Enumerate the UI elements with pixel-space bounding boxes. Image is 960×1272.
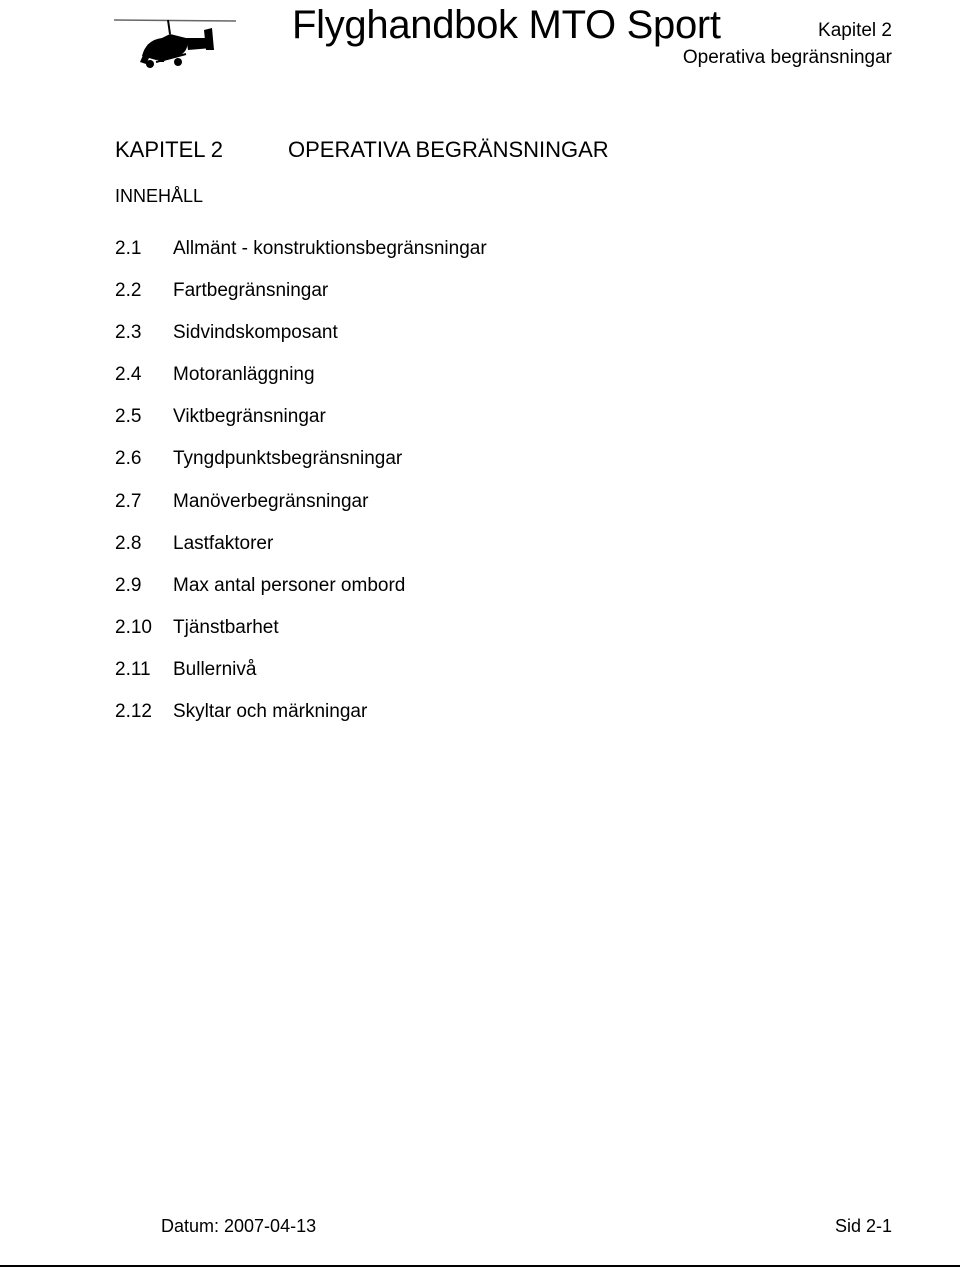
toc-item[interactable] <box>115 448 487 490</box>
toc-item-title: Viktbegränsningar <box>173 406 326 428</box>
chapter-subtitle: Operativa begränsningar <box>682 47 892 68</box>
toc-item-title: Sidvindskomposant <box>173 322 338 344</box>
toc-item-title: Allmänt - konstruktionsbegränsningar <box>173 238 487 259</box>
toc-item-number: 2.12 <box>115 701 152 723</box>
toc-item-title: Motoranläggning <box>173 364 315 386</box>
contents-label: INNEHÅLL <box>115 186 204 206</box>
chapter-label: Kapitel 2 <box>818 20 892 41</box>
toc-item-number: 2.6 <box>115 448 142 470</box>
toc-item[interactable] <box>115 617 487 659</box>
footer-divider <box>0 1265 960 1267</box>
toc-item[interactable] <box>115 238 487 280</box>
toc-item-number: 2.2 <box>115 280 142 302</box>
toc-item-title: Max antal personer ombord <box>173 574 406 596</box>
toc-item[interactable] <box>115 701 487 743</box>
toc-item-title: Lastfaktorer <box>173 532 274 554</box>
chapter-heading-title: OPERATIVA BEGRÄNSNINGAR <box>288 137 609 162</box>
toc-item-number: 2.1 <box>115 238 142 259</box>
toc-item[interactable] <box>115 491 487 533</box>
footer-page-number: Sid 2-1 <box>834 1216 892 1236</box>
toc-item-title: Fartbegränsningar <box>173 280 329 302</box>
toc-item-title: Tjänstbarhet <box>173 616 279 638</box>
toc-item[interactable] <box>115 322 487 364</box>
toc-item-title: Tyngdpunktsbegränsningar <box>173 448 403 470</box>
toc-item-number: 2.11 <box>115 658 151 680</box>
gyrocopter-logo-icon <box>112 4 240 74</box>
chapter-heading-number: KAPITEL 2 <box>115 137 224 162</box>
toc-item-number: 2.3 <box>115 322 142 344</box>
toc-item[interactable] <box>115 659 487 701</box>
toc-item[interactable] <box>115 575 487 617</box>
toc-item-number: 2.5 <box>115 406 142 428</box>
toc-item[interactable] <box>115 364 487 406</box>
toc-item-title: Manöverbegränsningar <box>173 490 369 512</box>
table-of-contents <box>115 238 487 743</box>
toc-item[interactable] <box>115 406 487 448</box>
toc-item[interactable] <box>115 280 487 322</box>
toc-item-number: 2.4 <box>115 364 142 386</box>
footer-date: Datum: 2007-04-13 <box>161 1216 317 1236</box>
document-title: Flyghandbok MTO Sport <box>292 3 721 47</box>
toc-item-title: Bullernivå <box>173 658 257 680</box>
toc-item-title: Skyltar och märkningar <box>173 701 368 723</box>
toc-item[interactable] <box>115 533 487 575</box>
toc-item-number: 2.9 <box>115 574 142 596</box>
toc-item-number: 2.7 <box>115 490 142 512</box>
toc-item-number: 2.8 <box>115 532 142 554</box>
toc-item-number: 2.10 <box>115 616 152 638</box>
